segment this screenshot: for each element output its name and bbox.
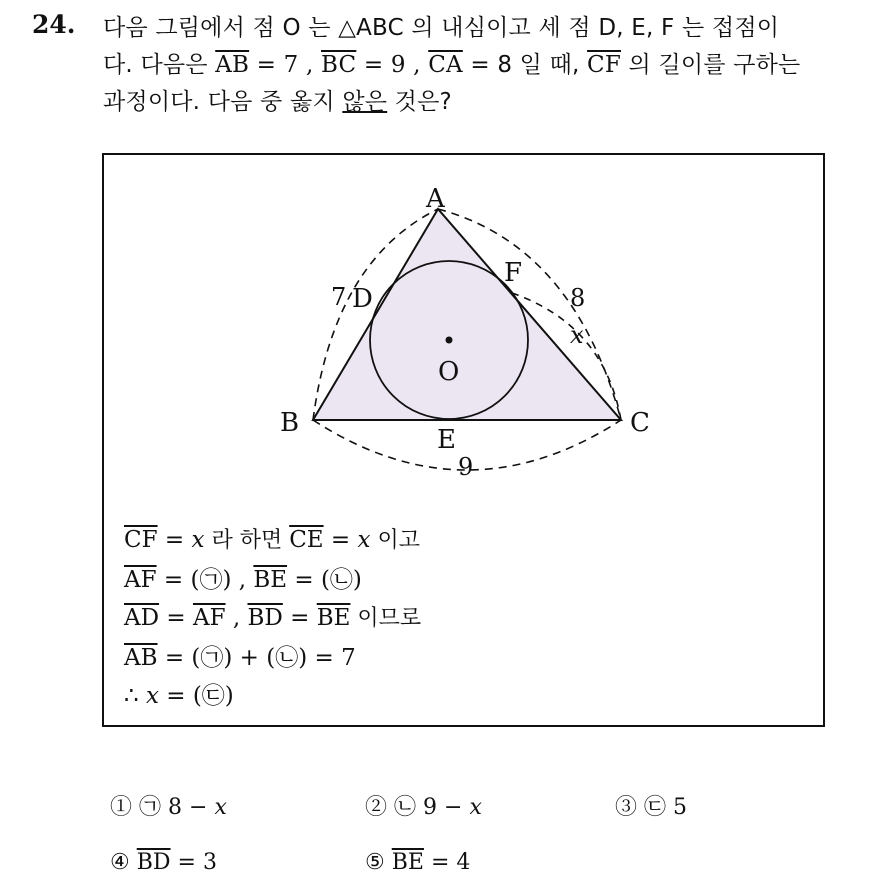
- math-text: =: [323, 527, 358, 553]
- choice-expr: = 3: [170, 850, 217, 875]
- choice-expr: 5: [666, 795, 688, 820]
- segment-bd: $\overline{BD}$: [247, 605, 283, 631]
- choice-3[interactable]: [615, 790, 687, 821]
- blank-mark: ㉡: [394, 795, 417, 820]
- variable-x: x: [357, 527, 371, 553]
- segment-ce: $\overline{CE}$: [289, 527, 324, 553]
- segment-be: $\overline{BE}$: [253, 566, 288, 593]
- solution-line-1: [124, 521, 421, 561]
- label-d: D: [352, 284, 373, 314]
- math-text: = (㉠) ,: [156, 566, 254, 593]
- math-text: = (㉠) + (㉡) = 7: [157, 644, 356, 671]
- solution-text-kr: 라 하면: [204, 528, 290, 553]
- question-number: 24.: [32, 10, 76, 39]
- choice-number: ②: [365, 795, 388, 820]
- stem-text: = 7 ,: [249, 52, 322, 78]
- stem-text: 다. 다음은: [103, 52, 216, 78]
- label-e: E: [437, 425, 456, 455]
- math-text: = (㉢): [158, 683, 234, 709]
- therefore-symbol: ∴: [124, 683, 146, 709]
- choice-4[interactable]: [110, 850, 217, 875]
- stem-line-3: [103, 84, 865, 121]
- segment-ab: $\overline{AB}$: [124, 644, 158, 671]
- choice-number: ⑤: [365, 850, 385, 875]
- choice-number: ③: [615, 795, 638, 820]
- stem-line-1: 다음 그림에서 점 O 는 △ABC 의 내심이고 세 점 D, E, F 는 접점이: [103, 15, 780, 41]
- choice-expr: 9 −: [416, 795, 470, 820]
- segment-cf: $\overline{CF}$: [587, 52, 622, 78]
- math-text: = (㉡): [287, 566, 362, 593]
- segment-ca: $\overline{CA}$: [428, 52, 463, 78]
- choice-number: ①: [110, 795, 133, 820]
- segment-ab: $\overline{AB}$: [215, 52, 250, 78]
- segment-be: $\overline{BE}$: [391, 850, 424, 875]
- segment-af: $\overline{AF}$: [124, 566, 157, 593]
- segment-bc: $\overline{BC}$: [321, 52, 357, 78]
- stem-text: = 8 일 때,: [462, 52, 588, 78]
- incenter-point: [446, 337, 453, 344]
- solution-text-kr: 이므로: [350, 606, 422, 631]
- variable-x: x: [214, 795, 227, 820]
- figure-box: [102, 153, 825, 727]
- choice-expr: 8 −: [161, 795, 215, 820]
- length-ab-label: 7: [331, 283, 347, 311]
- solution-line-4: [124, 639, 421, 678]
- solution-text: [124, 521, 421, 716]
- underlined-word: 않은: [342, 89, 388, 115]
- segment-be: $\overline{BE}$: [316, 605, 351, 631]
- choice-5[interactable]: [365, 850, 470, 875]
- math-text: =: [282, 605, 317, 631]
- math-text: =: [159, 605, 193, 631]
- length-cf-label: x: [570, 321, 584, 349]
- math-text: ,: [225, 605, 248, 631]
- triangle-abc: [313, 209, 621, 420]
- label-b: B: [280, 408, 300, 438]
- choice-2[interactable]: [365, 790, 482, 821]
- blank-mark: ㉢: [644, 795, 667, 820]
- segment-ad: $\overline{AD}$: [124, 605, 160, 631]
- solution-line-3: [124, 599, 421, 639]
- label-c: C: [630, 408, 650, 438]
- segment-bd: $\overline{BD}$: [136, 850, 171, 875]
- label-f: F: [504, 258, 523, 288]
- choice-number: ④: [110, 850, 130, 875]
- stem-text: 과정이다. 다음 중 옳지: [103, 89, 343, 115]
- choice-expr: = 4: [423, 850, 471, 875]
- choice-1[interactable]: [110, 790, 227, 821]
- blank-mark: ㉠: [139, 795, 162, 820]
- solution-text-kr: 이고: [370, 528, 420, 553]
- segment-cf: $\overline{CF}$: [124, 527, 158, 553]
- length-bc-label: 9: [458, 453, 474, 481]
- variable-x: x: [145, 683, 159, 709]
- solution-line-2: [124, 561, 421, 600]
- variable-x: x: [469, 795, 482, 820]
- solution-line-5: [124, 677, 421, 716]
- question-stem: [103, 10, 865, 121]
- math-text: =: [157, 527, 192, 553]
- length-ca-label: 8: [570, 284, 586, 312]
- stem-line-2: [103, 47, 865, 84]
- stem-text: = 9 ,: [356, 52, 429, 78]
- segment-af: $\overline{AF}$: [192, 605, 226, 631]
- stem-text: 것은?: [387, 89, 452, 115]
- label-o: O: [438, 357, 460, 387]
- label-a: A: [426, 184, 445, 214]
- variable-x: x: [191, 527, 205, 553]
- stem-text: 의 길이를 구하는: [621, 52, 801, 78]
